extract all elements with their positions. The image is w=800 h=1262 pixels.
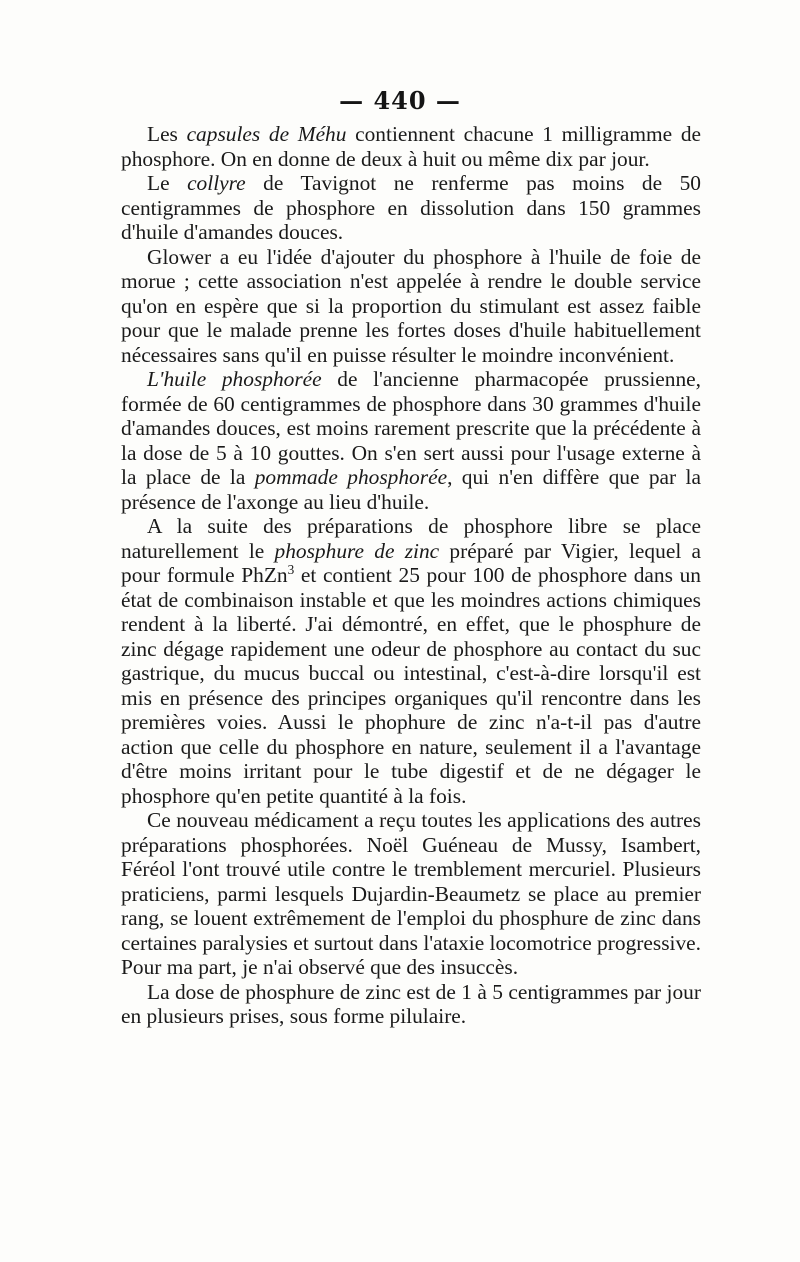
paragraph: [121, 980, 701, 1029]
italic-term: collyre: [187, 171, 246, 195]
paragraph: [121, 514, 701, 808]
text-run: Le: [147, 171, 188, 195]
paragraph: [121, 808, 701, 980]
text-run: , qui n'en diffère que par la présence de l'axonge au lieu d'huile.: [121, 465, 701, 514]
text-run: de Tavignot ne renferme pas moins de 50 centigrammes de phosphore en dissolution dans 150 grammes d'huile d'amandes douces.: [121, 171, 701, 244]
paragraph: [121, 171, 701, 245]
superscript: 3: [287, 561, 295, 577]
italic-term: pommade phosphorée: [254, 465, 448, 489]
text-run: La dose de phosphure de zinc est de 1 à 5 centigrammes par jour en plusieurs prises, sous forme pilulaire.: [121, 979, 701, 1028]
text-run: Ce nouveau médicament a reçu toutes les applications des autres préparations phosphorées. Noël Guéneau de Mussy, Isambert, Féréol l'ont trouvé utile contre le tremblement mercuriel. Plusieurs praticiens, parmi lesquels Dujardin-Beaumetz se place au premier rang, se louent extrêmement de l'emploi du phosphure de zinc dans certaines paralysies et surtout dans l'ataxie locomotrice progressive. Pour ma part, je n'ai observé que des insuccès.: [121, 808, 702, 979]
italic-term: L'huile phosphorée: [147, 367, 322, 391]
paragraph: [121, 367, 701, 514]
italic-term: phosphure de zinc: [274, 538, 440, 563]
paragraph: [121, 245, 701, 368]
text-run: contiennent chacune 1 milligramme de phosphore. On en donne de deux à huit ou même dix par jour.: [121, 122, 702, 171]
italic-term: capsules de Méhu: [186, 122, 347, 146]
text-run: préparé par Vigier, lequel a pour formule PhZn: [121, 538, 701, 587]
text-run: et contient 25 pour 100 de phosphore dans un état de combinaison instable et que les moindres actions chimiques rendent à la liberté. J'ai démontré, en effet, que le phosphure de zinc dégage rapidement une odeur de phosphore au contact du suc gastrique, du mucus buccal ou intestinal, c'est-à-dire lorsqu'il est mis en présence des principes organiques qu'il rencontre dans les premières voies. Aussi le phophure de zinc n'a-t-il pas d'autre action que celle du phosphore en nature, seulement il a l'avantage d'être moins irritant pour le tube digestif et de ne dégager le phosphore qu'en petite quantité à la fois.: [121, 563, 701, 808]
page-number: — 440 —: [339, 86, 461, 115]
text-run: A la suite des préparations de phosphore libre se place naturellement le: [121, 514, 701, 563]
paragraph: [121, 122, 701, 171]
text-run: de l'ancienne pharmacopée prussienne, formée de 60 centigrammes de phosphore dans 30 grammes d'huile d'amandes douces, est moins rarement prescrite que la précédente à la dose de 5 à 10 gouttes. On s'en sert aussi pour l'usage externe à la place de la: [121, 367, 701, 489]
text-run: Glower a eu l'idée d'ajouter du phosphore à l'huile de foie de morue ; cette association n'est appelée à rendre le double service qu'on en espère que si la proportion du stimulant est assez faible pour que le malade prenne les fortes doses d'huile habituellement nécessaires sans qu'il en puisse résulter le moindre inconvénient.: [121, 244, 701, 367]
text-run: Les: [147, 122, 187, 146]
body-text: [121, 122, 701, 1029]
